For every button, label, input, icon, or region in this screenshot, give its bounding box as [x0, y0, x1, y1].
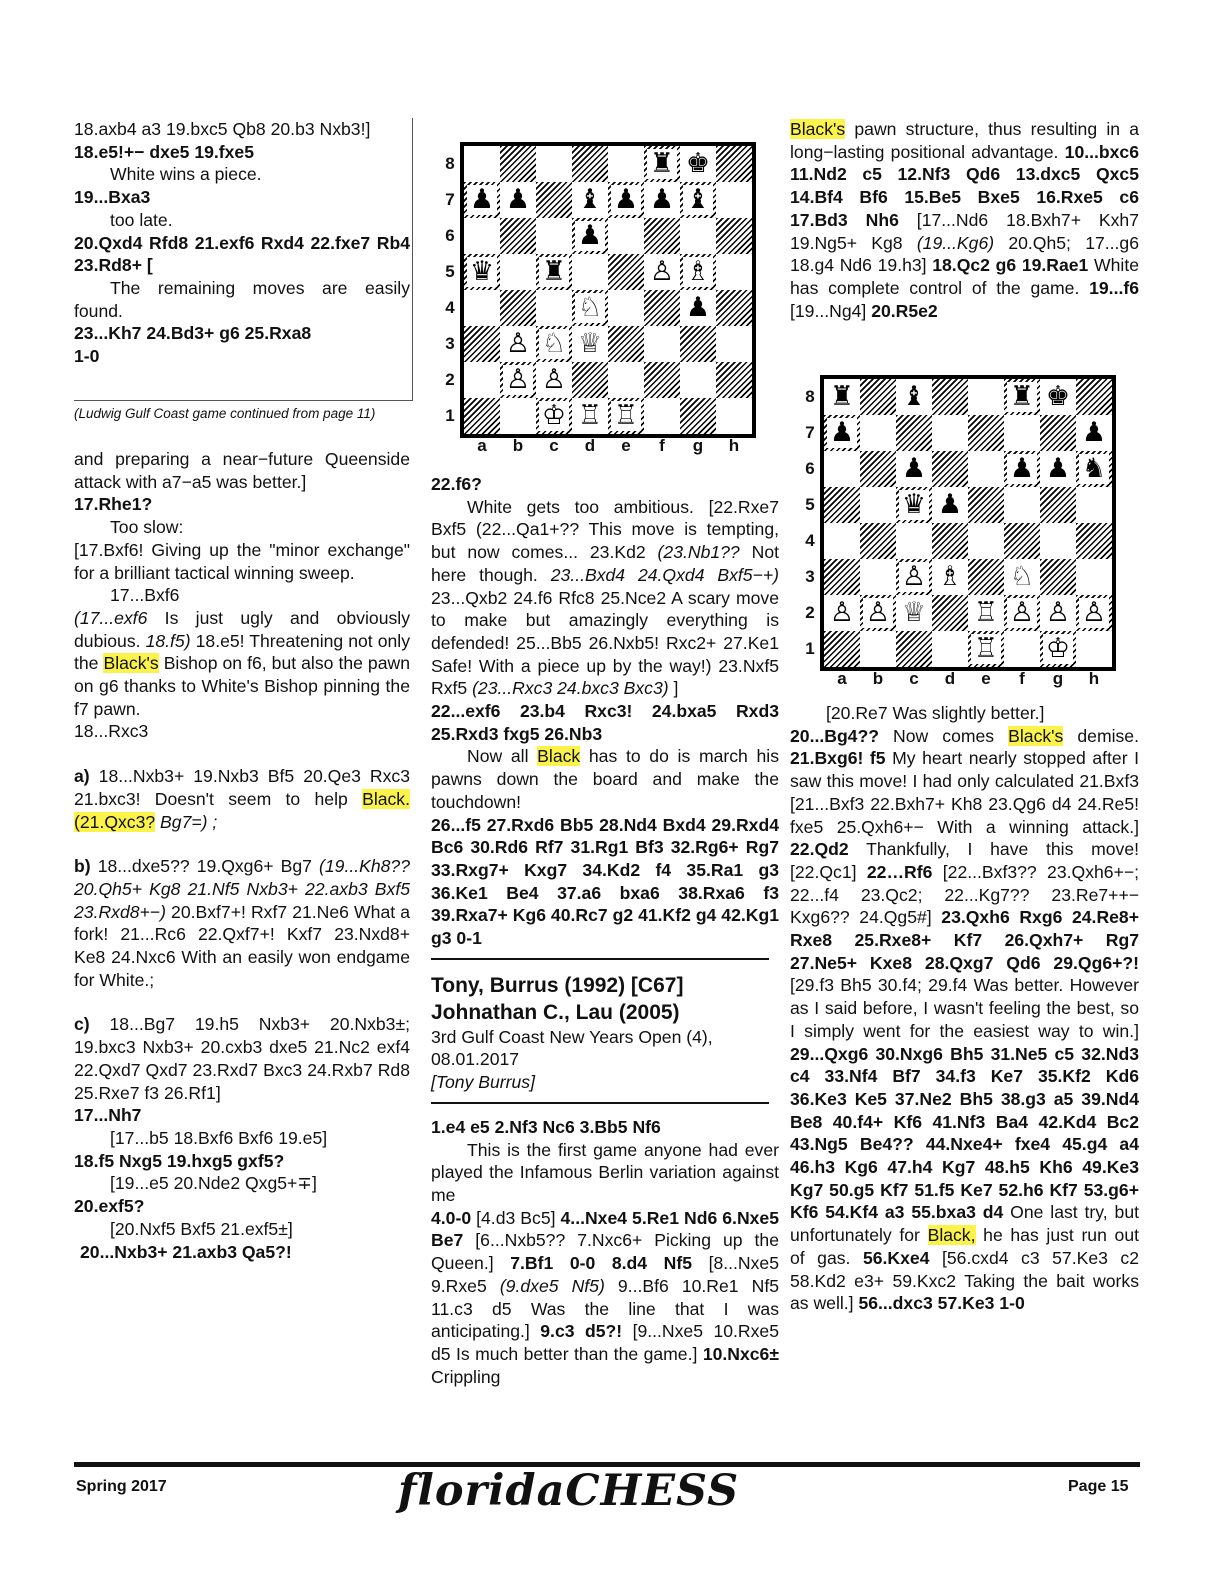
- board-square: [1004, 523, 1040, 559]
- rank-label: 3: [445, 334, 455, 353]
- white-piece-icon: ♙: [503, 329, 533, 359]
- file-label: c: [909, 669, 919, 688]
- text: 20.Qh5; 17...g6 18.g4 Nd6 19.h3]: [790, 232, 1140, 276]
- black-piece-icon: ♟: [899, 454, 929, 484]
- board-square: [608, 362, 644, 398]
- file-label: d: [944, 669, 956, 688]
- comment: and preparing a near−future Queenside attack with a7−a5 was better.]: [74, 449, 410, 492]
- text: Thankfully, I have this move! [22.Qc1]: [790, 839, 1139, 882]
- board-square: [1076, 379, 1112, 415]
- divider: [431, 958, 769, 960]
- board-square: [464, 290, 500, 326]
- column-3: [790, 118, 1139, 322]
- black-piece-icon: ♛: [467, 257, 497, 287]
- file-label: g: [692, 436, 704, 455]
- text: pawn structure, thus resulting in a long−lasting positional advantage.: [790, 119, 1139, 162]
- file-label: e: [981, 669, 991, 688]
- file-label: f: [1019, 669, 1025, 688]
- text: [9...Nxe5 10.Rxe5 d5 Is much better than the game.]: [431, 1321, 779, 1364]
- highlight: Black.(21.Qxc3?: [74, 788, 410, 832]
- board-square: [716, 398, 752, 434]
- comment: White wins a piece.: [110, 164, 262, 185]
- white-piece-icon: ♘: [539, 329, 569, 359]
- black-piece-icon: ♜: [827, 382, 857, 412]
- text: demise.: [1063, 725, 1139, 746]
- black-piece-icon: ♞: [1079, 454, 1109, 484]
- file-label: e: [621, 436, 631, 455]
- board-square: [716, 182, 752, 218]
- board-square: [1040, 559, 1076, 595]
- comment: too late.: [110, 209, 173, 230]
- board-square: [1004, 631, 1040, 667]
- moves: 17...Bxf6: [110, 585, 180, 606]
- text: [6...Nxb5?? 7.Nxc6+ Picking up the Queen.]: [431, 1230, 779, 1274]
- text: Crippling: [431, 1366, 501, 1387]
- board-square: [716, 362, 752, 398]
- text: One last try, but unfortunately for: [790, 1202, 1139, 1246]
- board-square: [464, 218, 500, 254]
- label: a): [74, 766, 90, 787]
- board-square: [608, 290, 644, 326]
- black-piece-icon: ♟: [575, 221, 605, 251]
- board-square: [824, 487, 860, 523]
- moves-para: [790, 725, 1139, 1315]
- file-label: d: [584, 436, 596, 455]
- board-square: [860, 559, 896, 595]
- continuation-caption: (Ludwig Gulf Coast game continued from page 11): [74, 406, 376, 421]
- white-piece-icon: ♙: [647, 257, 677, 287]
- text: [56.cxd4 c3 57.Ke3 c2 58.Kd2 e3+ 59.Kxc2 Taking the bait works as well.]: [790, 1247, 1139, 1314]
- black-piece-icon: ♚: [1043, 382, 1073, 412]
- moves: 23...Kh7 24.Bd3+ g6 25.Rxa8: [74, 323, 312, 344]
- result: 1-0: [74, 346, 100, 367]
- moves: 18...Rxc3: [74, 721, 149, 742]
- board-square: [500, 218, 536, 254]
- board-square: [932, 379, 968, 415]
- highlight: Black: [537, 746, 581, 767]
- moves: 29...Qxg6 30.Nxg6 Bh5 31.Ne5 c5 32.Nd3 c4 33.Nf4 Bf7 34.f3 Ke7 35.Kf2 Kd6 36.Ke3 Ke5 37.Ne2 Bh5 38.g3 a5 39.Nd4 Be8 40.f4+ Kf6 41.Nf3 Ba4 42.Kd4 Bc2 43.Ng5 Be4?? 44.Nxe4+ fxe4 45.g4 a4 46.h3 Kg6 47.h4 Kg7 48.h5 Kh6 49.Ke3 Kg7 50.g5 Kf7 51.f5 Ke7 52.h6 Kf7 53.g6+ Kf6 54.Kf4 a3 55.bxa3 d4: [790, 1043, 1139, 1223]
- variation: (19...Kg6): [916, 232, 995, 253]
- board-square: [680, 398, 716, 434]
- white-piece-icon: ♘: [575, 293, 605, 323]
- black-piece-icon: ♝: [575, 185, 605, 215]
- column-1-lower: [74, 448, 410, 1263]
- rank-label: 7: [805, 423, 815, 442]
- black-piece-icon: ♚: [683, 149, 713, 179]
- board-square: [680, 326, 716, 362]
- issue-label: Spring 2017: [76, 1478, 167, 1495]
- board-square: [716, 254, 752, 290]
- board-square: [824, 631, 860, 667]
- rank-label: 4: [805, 531, 815, 550]
- rank-label: 8: [445, 154, 455, 173]
- text: 9...Bf6 10.Re1 Nf5 11.c3 d5 Was the line that I was anticipating.]: [431, 1275, 780, 1342]
- label: c): [74, 1014, 90, 1035]
- text: White has complete control of the game.: [790, 255, 1139, 298]
- white-piece-icon: ♙: [1079, 598, 1109, 628]
- board-square: [500, 290, 536, 326]
- column-2: [431, 473, 779, 1388]
- variation: (23.Nb1??: [657, 542, 740, 563]
- moves: 9.c3 d5?!: [540, 1321, 623, 1342]
- text: [19...Ng4]: [790, 300, 872, 321]
- board-square: [500, 146, 536, 182]
- board-square: [644, 362, 680, 398]
- board-square: [572, 146, 608, 182]
- text: Not here though.: [431, 542, 779, 585]
- text: 23...Qxb2 24.f6 Rfc8 25.Nce2 A scary move to make but amazingly everything is defended! 25...Bb5 26.Nxb5! Rxc2+ 27.Ke1 Safe! With a piece up by the way!) 23.Nxf5 Rxf5: [431, 587, 779, 699]
- text: 18...Nxb3+ 19.Nxb3 Bf5 20.Qe3 Rxc3 21.bxc3! Doesn't seem to help: [74, 766, 410, 809]
- board-square: [464, 326, 500, 362]
- chess-diagram-2: [800, 379, 1120, 699]
- board-square: [896, 415, 932, 451]
- black-piece-icon: ♜: [647, 149, 677, 179]
- rank-label: 2: [445, 370, 455, 389]
- comment: Too slow:: [110, 517, 184, 538]
- black-piece-icon: ♟: [827, 418, 857, 448]
- file-label: g: [1052, 669, 1064, 688]
- board-square: [896, 523, 932, 559]
- text: 18...dxe5?? 19.Qxg6+ Bg7: [90, 856, 320, 877]
- white-piece-icon: ♗: [683, 257, 713, 287]
- moves: 10...bxc6 11.Nd2 c5 12.Nf3 Qd6 13.dxc5 Qxc5 14.Bf4 Bf6 15.Be5 Bxe5 16.Rxe5 c6 17.Bd3 Nh6: [790, 141, 1139, 230]
- magazine-logo: floridaCHESS: [398, 1466, 740, 1516]
- board-square: [968, 559, 1004, 595]
- board-square: [968, 523, 1004, 559]
- black-piece-icon: ♟: [467, 185, 497, 215]
- white-piece-icon: ♖: [971, 598, 1001, 628]
- text: [17...Nd6 18.Bxh7+ Kxh7 19.Ng5+ Kg8: [790, 209, 1140, 253]
- moves: 21.Bxg6! f5: [790, 748, 886, 769]
- comment-para: [74, 607, 410, 721]
- comment: [19...e5 20.Nde2 Qxg5+∓]: [110, 1173, 317, 1194]
- comment: [20.Re7 Was slightly better.]: [826, 703, 1045, 723]
- moves: 56.Kxe4: [862, 1247, 930, 1268]
- moves: 10.Nxc6±: [702, 1343, 779, 1364]
- text: 18.e5! Threatening not only the: [74, 630, 411, 674]
- moves: 17...Nh7: [74, 1105, 142, 1126]
- board-square: [968, 379, 1004, 415]
- rank-label: 6: [445, 226, 455, 245]
- text: Bishop on f6, but also the pawn on g6 thanks to White's Bishop pinning the f7 pawn.: [74, 653, 410, 719]
- file-label: f: [659, 436, 665, 455]
- board-square: [536, 182, 572, 218]
- comment: The remaining moves are easily found.: [74, 277, 410, 321]
- board-square: [608, 146, 644, 182]
- black-piece-icon: ♟: [611, 185, 641, 215]
- variation-b: [74, 855, 410, 991]
- board-square: [1040, 415, 1076, 451]
- moves: 22...exf6 23.b4 Rxc3! 24.bxa5 Rxd3 25.Rxd3 fxg5 26.Nb3: [431, 701, 779, 744]
- text: My heart nearly stopped after I saw this move! I had only calculated 21.Bxf3 [21...Bxf3 22.Bxh7+ Kh8 23.Qg6 d4 24.Re5! fxe5 25.Qxh6+− With a winning attack.]: [790, 748, 1139, 837]
- highlight: Black's: [790, 119, 846, 139]
- board-square: [932, 631, 968, 667]
- text: ]: [668, 678, 679, 699]
- variation-a: [74, 765, 410, 833]
- board-square: [860, 379, 896, 415]
- moves: 20.exf5?: [74, 1196, 145, 1217]
- moves: 20...Nxb3+ 21.axb3 Qa5?!: [80, 1241, 292, 1262]
- moves: 4...Nxe4 5.Re1 Nd6 6.Nxe5 Be7: [431, 1207, 780, 1251]
- board-square: [464, 362, 500, 398]
- moves: 20.Qxd4 Rfd8 21.exf6 Rxd4 22.fxe7 Rb4 23.Rd8+ [: [74, 232, 410, 276]
- moves: 22.Qd2: [790, 839, 849, 860]
- white-piece-icon: ♕: [575, 329, 605, 359]
- board-square: [1040, 487, 1076, 523]
- board-square: [860, 631, 896, 667]
- board-square: [536, 290, 572, 326]
- board-square: [1076, 559, 1112, 595]
- moves: 56...dxc3 57.Ke3 1-0: [858, 1293, 1025, 1314]
- board-square: [536, 218, 572, 254]
- highlight: Black's: [1008, 725, 1064, 746]
- board-square: [1076, 487, 1112, 523]
- black-piece-icon: ♜: [539, 257, 569, 287]
- board-square: [824, 523, 860, 559]
- game-title: Johnathan C., Lau (2005): [431, 1000, 680, 1024]
- board-square: [824, 559, 860, 595]
- black-piece-icon: ♝: [683, 185, 713, 215]
- comment: This is the first game anyone had ever played the Infamous Berlin variation against me: [431, 1139, 779, 1205]
- black-piece-icon: ♟: [1079, 418, 1109, 448]
- board-square: [932, 523, 968, 559]
- white-piece-icon: ♖: [611, 401, 641, 431]
- file-label: c: [549, 436, 559, 455]
- file-label: b: [872, 669, 884, 688]
- moves: 26...f5 27.Rxd6 Bb5 28.Nd4 Bxd4 29.Rxd4 Bc6 30.Rd6 Rf7 31.Rg1 Bf3 32.Rg6+ Rg7 33.Rxg7+ Kxg7 34.Kd2 f4 35.Ra1 g3 36.Ke1 Be4 37.a6 bxa6 38.Rxa6 f3 39.Rxa7+ Kg6 40.Rc7 g2 41.Kf2 g4 42.Kg1 g3 0-1: [431, 814, 779, 949]
- board-square: [500, 398, 536, 434]
- moves: 17.Rhe1?: [74, 494, 153, 515]
- black-piece-icon: ♟: [935, 490, 965, 520]
- text: Now comes: [878, 725, 1009, 746]
- white-piece-icon: ♗: [935, 562, 965, 592]
- rank-label: 4: [445, 298, 455, 317]
- text: [4.d3 Bc5]: [471, 1207, 561, 1228]
- board-square: [464, 146, 500, 182]
- variation: 18.f5): [145, 630, 191, 651]
- moves: 22…Rf6: [866, 861, 933, 882]
- white-piece-icon: ♙: [863, 598, 893, 628]
- comment: [17.Bxf6! Giving up the "minor exchange" for a brilliant tactical winning sweep.: [74, 539, 410, 583]
- board-square: [608, 218, 644, 254]
- board-square: [860, 523, 896, 559]
- moves-para: [790, 118, 1139, 322]
- rank-label: 7: [445, 190, 455, 209]
- rank-label: 6: [805, 459, 815, 478]
- moves: 20...Bg4??: [790, 725, 879, 746]
- board-square: [1076, 631, 1112, 667]
- board-square: [716, 326, 752, 362]
- annotator: [Tony Burrus]: [431, 1072, 535, 1093]
- black-piece-icon: ♟: [503, 185, 533, 215]
- black-piece-icon: ♜: [1007, 382, 1037, 412]
- rank-label: 5: [445, 262, 455, 281]
- white-piece-icon: ♔: [539, 401, 569, 431]
- black-piece-icon: ♝: [899, 382, 929, 412]
- comment: [20.Nxf5 Bxf5 21.exf5±]: [110, 1218, 293, 1239]
- text: 18...Bg7 19.h5 Nxb3+ 20.Nxb3±; 19.bxc3 Nxb3+ 20.cxb3 dxe5 21.Nc2 exf4 22.Qxd7 Qxd7 23.Rxd7 Bxc3 24.Rxb7 Rd8 25.Rxe7 f3 26.Rf1]: [74, 1014, 410, 1103]
- board-square: [824, 451, 860, 487]
- moves: 18.Qc2 g6 19.Rae1: [932, 255, 1089, 276]
- rank-label: 8: [805, 387, 815, 406]
- column-3-lower: [790, 702, 1139, 1315]
- board-square: [968, 451, 1004, 487]
- board-square: [1040, 523, 1076, 559]
- comment: [17...b5 18.Bxf6 Bxf6 19.e5]: [110, 1127, 328, 1148]
- board-square: [932, 415, 968, 451]
- white-piece-icon: ♖: [575, 401, 605, 431]
- moves: 18.e5!+− dxe5 19.fxe5: [74, 141, 254, 162]
- file-label: a: [837, 669, 847, 688]
- label: b): [74, 856, 91, 877]
- moves: 18.axb4 a3 19.bxc5 Qb8 20.b3 Nxb3!]: [74, 119, 371, 139]
- moves: 20.R5e2: [871, 300, 938, 321]
- text: 20.Bxf7+! Rxf7 21.Ne6 What a fork! 21...Rc6 22.Qxf7+! Kxf7 23.Nxd8+ Ke8 24.Nxc6 With an easily won endgame for White.;: [74, 901, 410, 990]
- black-piece-icon: ♟: [1043, 454, 1073, 484]
- white-piece-icon: ♙: [899, 562, 929, 592]
- board-square: [968, 487, 1004, 523]
- comment-para: [431, 745, 779, 813]
- black-piece-icon: ♛: [899, 490, 929, 520]
- text: [29.f3 Bh5 30.f4; 29.f4 Was better. However as I said before, I wasn't feeling the best, so I simply went for the easiest way to win.]: [790, 975, 1139, 1041]
- text: Bg7=) ;: [155, 811, 218, 832]
- board-square: [716, 290, 752, 326]
- board-square: [716, 218, 752, 254]
- moves-para: [431, 1207, 779, 1389]
- file-label: b: [512, 436, 524, 455]
- board-square: [644, 398, 680, 434]
- rank-label: 2: [805, 603, 815, 622]
- page-number: Page 15: [1068, 1478, 1129, 1495]
- moves: 18.f5 Nxg5 19.hxg5 gxf5?: [74, 1150, 285, 1171]
- text: White gets too ambitious. [22.Rxe7 Bxf5 (22...Qa1+?? This move is tempting, but now comes... 23.Kd2: [431, 496, 779, 563]
- board-square: [860, 487, 896, 523]
- board-square: [680, 218, 716, 254]
- board-square: [932, 451, 968, 487]
- moves: 19...f6: [1089, 277, 1139, 298]
- chess-diagram-1: [440, 146, 760, 466]
- board-square: [644, 218, 680, 254]
- highlight: Black's: [103, 653, 159, 674]
- variation: (17...exf6: [74, 607, 148, 628]
- white-piece-icon: ♙: [1007, 598, 1037, 628]
- variation: 23...Bxd4 24.Qxd4 Bxf5−+): [550, 564, 779, 585]
- board-square: [680, 362, 716, 398]
- white-piece-icon: ♙: [503, 365, 533, 395]
- text: Now all: [467, 746, 538, 767]
- board-square: [644, 326, 680, 362]
- board-square: [860, 415, 896, 451]
- white-piece-icon: ♙: [1043, 598, 1073, 628]
- board-square: [1004, 415, 1040, 451]
- board-square: [932, 595, 968, 631]
- text: [22...Bxf3?? 23.Qxh6+−; 22...f4 23.Qc2; 22...Kg7?? 23.Re7++− Kxg6?? 24.Qg5#]: [790, 861, 1140, 928]
- file-label: h: [728, 436, 740, 455]
- white-piece-icon: ♙: [827, 598, 857, 628]
- file-label: h: [1088, 669, 1100, 688]
- moves: 1.e4 e5 2.Nf3 Nc6 3.Bb5 Nf6: [431, 1116, 661, 1137]
- white-piece-icon: ♕: [899, 598, 929, 628]
- text: has to do is march his pawns down the board and make the touchdown!: [431, 746, 779, 812]
- moves: 22.f6?: [431, 474, 482, 494]
- rank-label: 3: [805, 567, 815, 586]
- rank-label: 1: [445, 406, 455, 425]
- board-square: [572, 362, 608, 398]
- board-square: [464, 398, 500, 434]
- variation: (23...Rxc3 24.bxc3 Bxc3): [472, 678, 669, 699]
- white-piece-icon: ♔: [1043, 634, 1073, 664]
- board-square: [572, 254, 608, 290]
- board-square: [608, 254, 644, 290]
- divider: [431, 1102, 769, 1104]
- board-square: [644, 290, 680, 326]
- black-piece-icon: ♟: [683, 293, 713, 323]
- moves: 4.0-0: [431, 1207, 472, 1228]
- text: Is just ugly and obviously dubious.: [74, 607, 410, 651]
- white-piece-icon: ♙: [539, 365, 569, 395]
- event: 3rd Gulf Coast New Years Open (4), 08.01.2017: [431, 1026, 713, 1070]
- board-square: [860, 451, 896, 487]
- moves: 19...Bxa3: [74, 187, 151, 208]
- rank-label: 5: [805, 495, 815, 514]
- board-square: [536, 146, 572, 182]
- board-square: [1076, 523, 1112, 559]
- white-piece-icon: ♘: [1007, 562, 1037, 592]
- moves: 23.Qxh6 Rxg6 24.Re8+ Rxe8 25.Rxe8+ Kf7 26.Qxh7+ Rg7 27.Ne5+ Kxe8 28.Qxg7 Qd6 29.Qg6+?!: [790, 907, 1139, 973]
- black-piece-icon: ♟: [1007, 454, 1037, 484]
- rank-label: 1: [805, 639, 815, 658]
- text: he has just run out of gas.: [790, 1225, 1139, 1268]
- board-square: [500, 254, 536, 290]
- text: [8...Nxe5 9.Rxe5: [431, 1253, 779, 1296]
- file-label: a: [477, 436, 487, 455]
- board-square: [716, 146, 752, 182]
- board-square: [608, 326, 644, 362]
- white-piece-icon: ♖: [971, 634, 1001, 664]
- game-title: Tony, Burrus (1992) [C67]: [431, 973, 684, 997]
- highlight: Black,: [927, 1225, 976, 1246]
- column-1: [74, 118, 410, 368]
- board-square: [896, 631, 932, 667]
- black-piece-icon: ♟: [647, 185, 677, 215]
- variation: (9.dxe5 Nf5): [499, 1275, 605, 1296]
- moves: 7.Bf1 0-0 8.d4 Nf5: [510, 1253, 692, 1274]
- comment-para: [431, 496, 779, 700]
- variation-c: [74, 1013, 410, 1104]
- variation: (19...Kh8?? 20.Qh5+ Kg8 21.Nf5 Nxb3+ 22.axb3 Bxf5 23.Rxd8+−): [74, 856, 410, 922]
- board-square: [968, 415, 1004, 451]
- board-square: [1004, 487, 1040, 523]
